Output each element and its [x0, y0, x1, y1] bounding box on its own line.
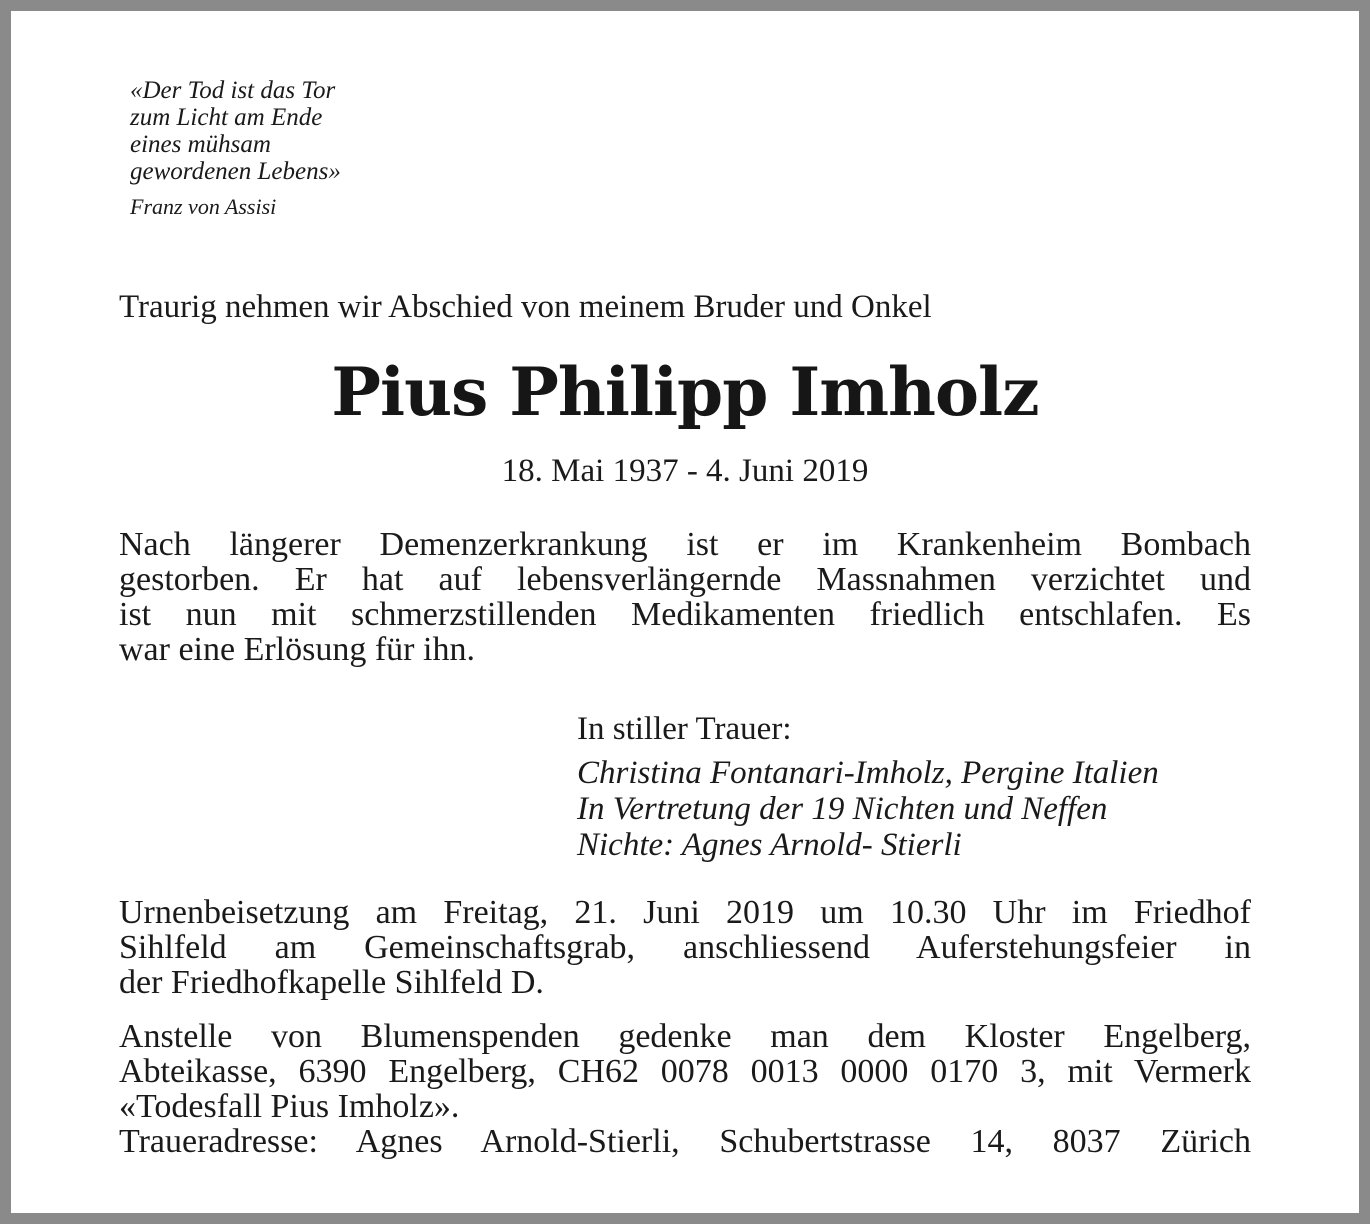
paragraph-circumstances	[119, 527, 1251, 667]
intro-text: Traurig nehmen wir Abschied von meinem Bruder und Onkel	[119, 289, 932, 325]
paragraph-line: Urnenbeisetzung am Freitag, 21. Juni 2019 um 10.30 Uhr im Friedhof	[119, 894, 1251, 931]
mourner-name: Christina Fontanari-Imholz, Pergine Italien	[577, 755, 1159, 791]
paragraph-line: ist nun mit schmerzstillenden Medikamenten friedlich entschlafen. Es	[119, 596, 1251, 633]
mourner-name: Nichte: Agnes Arnold- Stierli	[577, 827, 962, 863]
motto-line: «Der Tod ist das Tor	[130, 77, 336, 104]
mourners-heading: In stiller Trauer:	[577, 711, 792, 747]
paragraph-line: der Friedhofkapelle Sihlfeld D.	[119, 964, 544, 1001]
motto-line: zum Licht am Ende	[130, 104, 323, 131]
mourners-block	[577, 711, 1159, 863]
paragraph-line: Sihlfeld am Gemeinschaftsgrab, anschliessend Auferstehungsfeier in	[119, 929, 1251, 966]
paragraph-donations	[119, 1019, 1251, 1159]
paragraph-line: war eine Erlösung für ihn.	[119, 631, 475, 668]
motto-author: Franz von Assisi	[130, 194, 277, 219]
deceased-name: Pius Philipp Imholz	[331, 353, 1039, 431]
paragraph-funeral	[119, 895, 1251, 1000]
paragraph-line: Anstelle von Blumenspenden gedenke man dem Kloster Engelberg,	[119, 1018, 1251, 1055]
motto-line: eines mühsam	[130, 131, 271, 158]
paragraph-line: Nach längerer Demenzerkrankung ist er im Krankenheim Bombach	[119, 526, 1251, 563]
motto-quote	[130, 77, 341, 220]
motto-line: gewordenen Lebens»	[130, 158, 341, 185]
mourning-address: Traueradresse: Agnes Arnold-Stierli, Schubertstrasse 14, 8037 Zürich	[119, 1123, 1251, 1160]
mourner-name: In Vertretung der 19 Nichten und Neffen	[577, 791, 1108, 827]
life-dates: 18. Mai 1937 - 4. Juni 2019	[501, 453, 869, 489]
paragraph-line: gestorben. Er hat auf lebensverlängernde Massnahmen verzichtet und	[119, 561, 1251, 598]
paragraph-line: «Todesfall Pius Imholz».	[119, 1088, 460, 1125]
paragraph-line: Abteikasse, 6390 Engelberg, CH62 0078 0013 0000 0170 3, mit Vermerk	[119, 1053, 1251, 1090]
